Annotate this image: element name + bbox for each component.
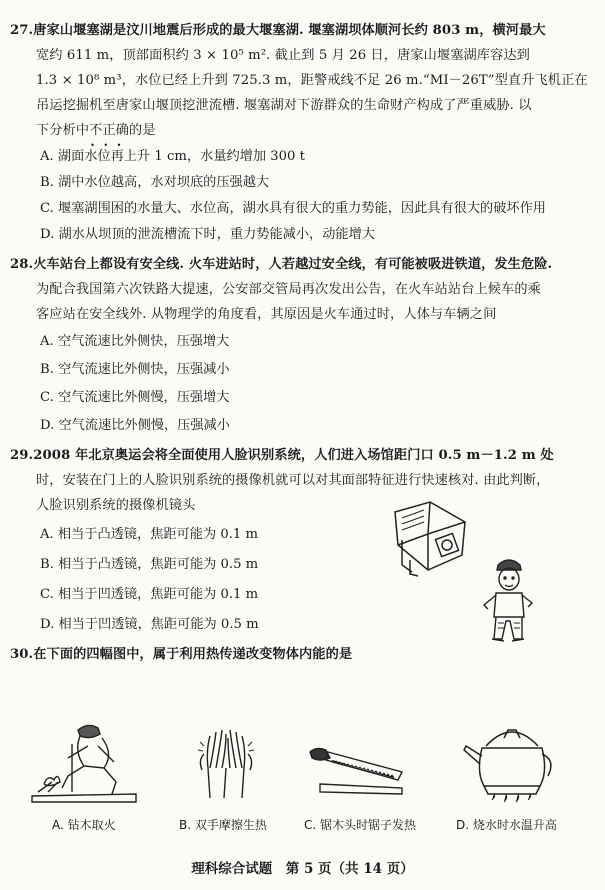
caption-d: D. 烧水时水温升高 — [456, 818, 557, 832]
q28-line-3: 客应站在安全线外. 从物理学的角度看，其原因是火车通过时，人体与车辆之间 — [36, 307, 497, 322]
q28-option-d: D. 空气流速比外侧慢，压强减小 — [40, 418, 230, 433]
q27-line-2: 宽约 611 m，顶部面积约 3 × 10⁵ m². 截止到 5 月 26 日，唐家山堰塞湖库容达到 — [36, 48, 530, 63]
q28-option-a: A. 空气流速比外侧快，压强增大 — [40, 334, 230, 349]
q29-option-b: B. 相当于凸透镜，焦距可能为 0.5 m — [40, 557, 259, 572]
q27-option-c: C. 堰塞湖围困的水量大、水位高，湖水具有很大的重力势能，因此具有很大的破坏作用 — [40, 201, 546, 216]
q29-line-3: 人脸识别系统的摄像机镜头 — [36, 498, 196, 513]
q28-option-b: B. 空气流速比外侧快，压强减小 — [40, 362, 230, 377]
q28-line-2: 为配合我国第六次铁路大提速，公安部交管局再次发出公告，在火车站站台上候车的乘 — [36, 282, 541, 297]
q27-line-3: 1.3 × 10⁸ m³，水位已经上升到 725.3 m，距警戒线不足 26 m.“MI－26T”型直升飞机正在 — [36, 73, 588, 88]
caption-b: B. 双手摩擦生热 — [179, 818, 267, 832]
kettle-illustration — [462, 716, 562, 806]
caption-c: C. 锯木头时锯子发热 — [304, 818, 417, 832]
q27-line-4: 吊运挖掘机至唐家山堰顶挖泄流槽. 堰塞湖对下游群众的生命财产构成了严重威胁. 以 — [36, 98, 532, 113]
camera-illustration — [390, 500, 480, 585]
q27-line-5 — [36, 122, 156, 140]
q27-last-prefix: 下分析中 — [36, 123, 90, 138]
q29-line-1: 29.2008 年北京奥运会将全面使用人脸识别系统，人们进入场馆距门口 0.5 m－1.2 m 处 — [10, 448, 554, 463]
saw-wood-illustration — [306, 744, 406, 794]
q29-option-c: C. 相当于凹透镜，焦距可能为 0.1 m — [40, 587, 259, 602]
q27-emphasis: 不正确 • • • — [89, 123, 129, 138]
q28-line-1: 28.火车站台上都设有安全线. 火车进站时，人若越过安全线，有可能被吸进铁道，发生危险. — [10, 257, 553, 272]
drilling-wood-fire-illustration — [28, 722, 140, 804]
page-footer: 理科综合试题 第 5 页（共 14 页） — [191, 861, 414, 877]
q27-last-suffix: 的是 — [129, 123, 156, 138]
q30-stem: 30.在下面的四幅图中，属于利用热传递改变物体内能的是 — [10, 647, 353, 662]
person-illustration — [478, 555, 540, 650]
q29-option-a: A. 相当于凸透镜，焦距可能为 0.1 m — [40, 527, 259, 542]
q27-option-a: A. 湖面水位再上升 1 cm，水量约增加 300 t — [40, 149, 305, 164]
q28-option-c: C. 空气流速比外侧慢，压强增大 — [40, 390, 230, 405]
q29-line-2: 时，安装在门上的人脸识别系统的摄像机就可以对其面部特征进行快速核对. 由此判断， — [36, 473, 550, 488]
q27-option-b: B. 湖中水位越高，水对坝底的压强越大 — [40, 175, 270, 190]
q29-option-d: D. 相当于凹透镜，焦距可能为 0.5 m — [40, 617, 259, 632]
caption-a: A. 钻木取火 — [52, 818, 116, 832]
rubbing-hands-illustration — [196, 728, 256, 800]
q27-option-d: D. 湖水从坝顶的泄流槽流下时，重力势能减小，动能增大 — [40, 227, 375, 242]
q27-line-1: 27.唐家山堰塞湖是汶川地震后形成的最大堰塞湖. 堰塞湖坝体顺河长约 803 m，横河最大 — [10, 23, 546, 38]
